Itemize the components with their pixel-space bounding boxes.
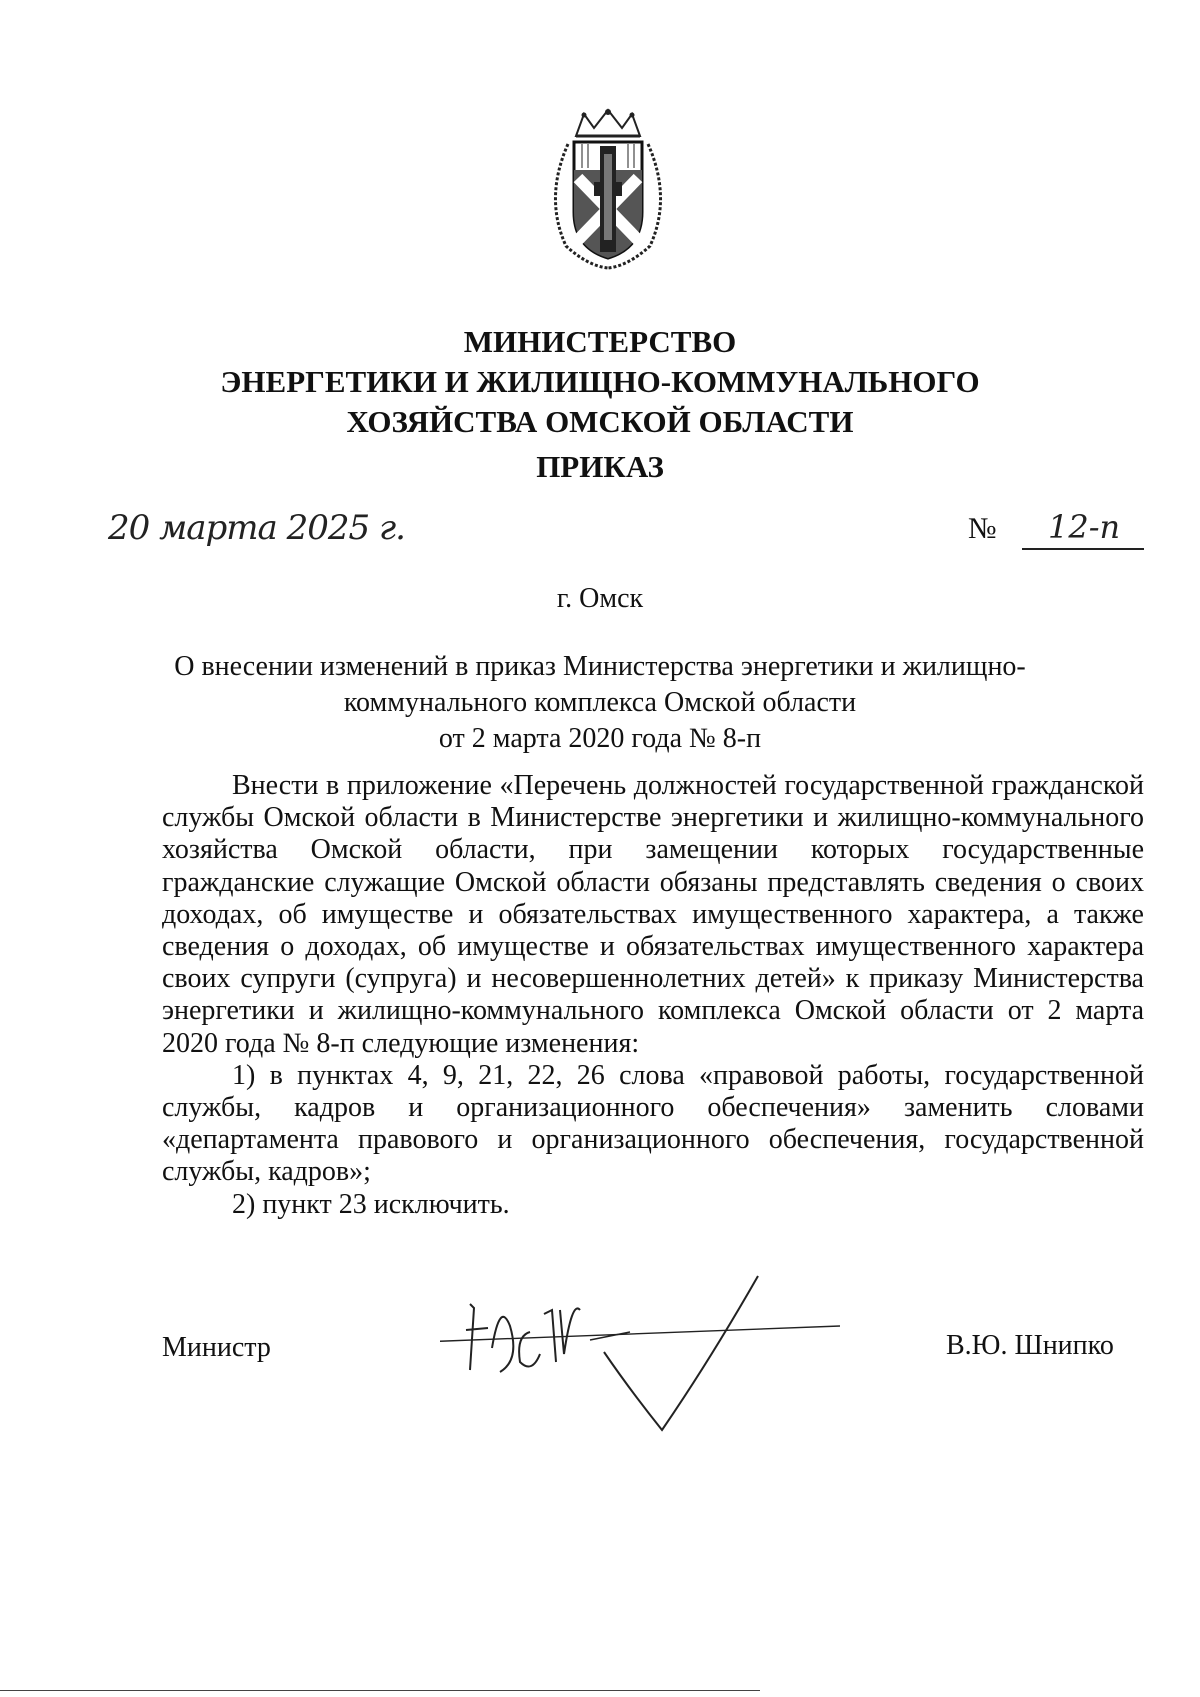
handwritten-signature-icon <box>440 1270 860 1440</box>
order-number <box>968 508 1143 552</box>
subject <box>0 649 1200 757</box>
ministry-line: ЭНЕРГЕТИКИ И ЖИЛИЩНО-КОММУНАЛЬНОГО <box>220 364 980 399</box>
body-paragraph: 1) в пунктах 4, 9, 21, 22, 26 слова «правовой работы, государственной службы, кадров и организационного обеспечения» заменить словами «департамента правового и организационного обеспечения, государственной службы, кадров»; <box>162 1059 1144 1188</box>
order-body <box>162 770 1144 1221</box>
body-paragraph: Внести в приложение «Перечень должностей государственной гражданской службы Омской области в Министерстве энергетики и жилищно-коммунального хозяйства Омской области, при замещении которых государственные гражданские служащие Омской области обязаны представлять сведения о своих доходах, об имуществе и обязательствах имущественного характера, а также сведения о доходах, об имуществе и обязательствах имущественного характера своих супруги (супруга) и несовершеннолетних детей» к приказу Министерства энергетики и жилищно-коммунального комплекса Омской области от 2 марта 2020 года № 8-п следующие изменения: <box>162 770 1144 1059</box>
signatory-name: В.Ю. Шнипко <box>946 1330 1114 1361</box>
number-sign: № <box>968 512 997 545</box>
ministry-line: МИНИСТЕРСТВО <box>463 324 737 359</box>
signatory-role: Министр <box>162 1332 271 1363</box>
handwritten-date: 20 марта 2025 г. <box>108 508 405 548</box>
footer-rule <box>0 1690 760 1691</box>
omsk-coat-of-arms-icon <box>538 108 678 270</box>
subject-line: О внесении изменений в приказ Министерства энергетики и жилищно- <box>174 651 1026 682</box>
subject-line: коммунального комплекса Омской области <box>343 687 857 718</box>
ministry-line: ХОЗЯЙСТВА ОМСКОЙ ОБЛАСТИ <box>346 404 854 439</box>
ministry-title <box>0 322 1200 442</box>
subject-line: от 2 марта 2020 года № 8-п <box>438 723 762 754</box>
handwritten-number: 12-п <box>1048 508 1121 546</box>
document-type: ПРИКАЗ <box>536 449 664 484</box>
number-underline <box>1022 548 1144 550</box>
city: г. Омск <box>556 583 644 614</box>
body-paragraph: 2) пункт 23 исключить. <box>232 1188 510 1220</box>
